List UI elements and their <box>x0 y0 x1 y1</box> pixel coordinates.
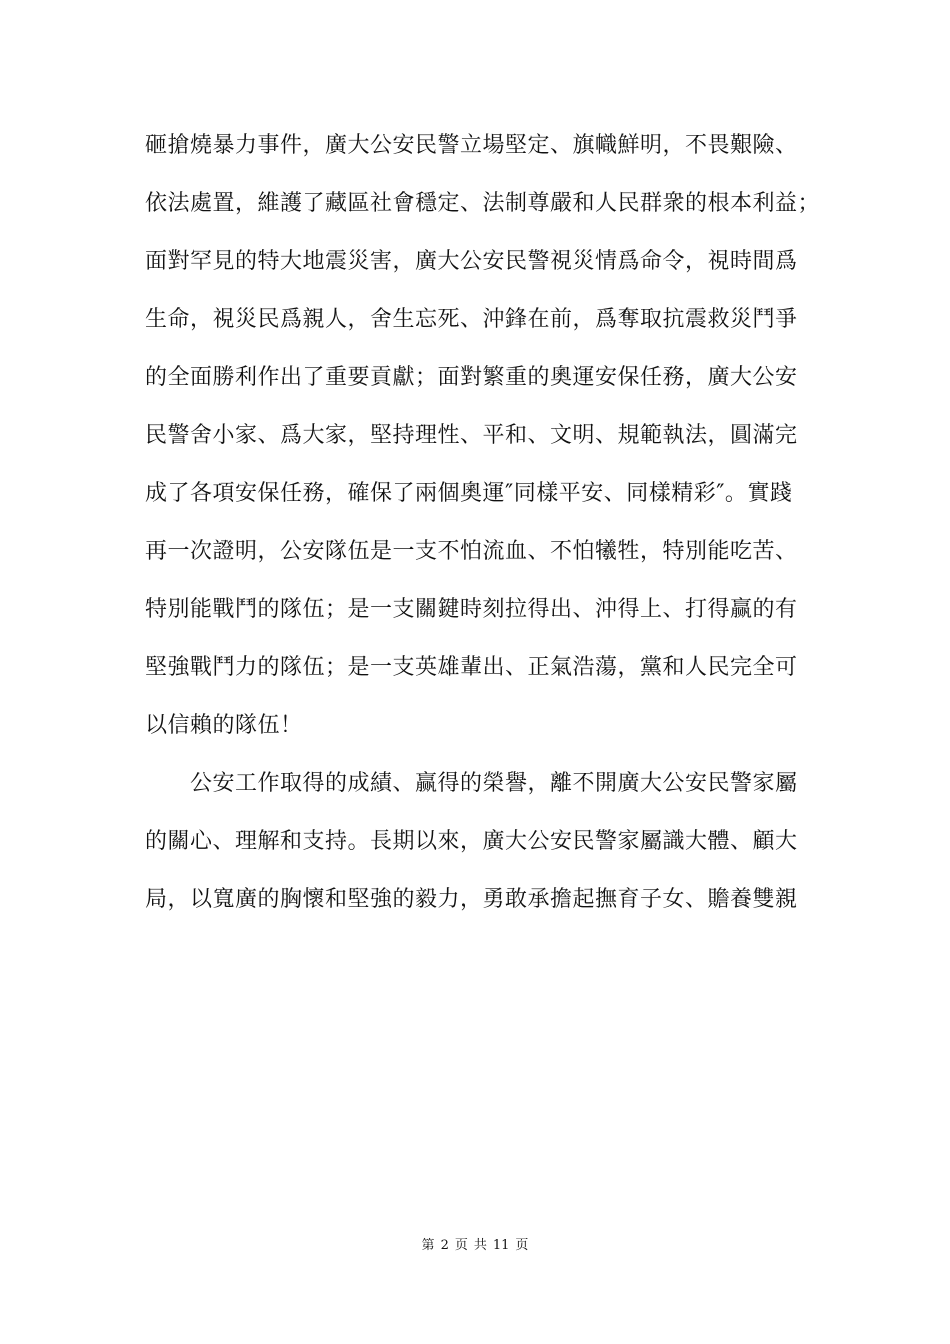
text-line: 生命，視災民爲親人，舍生忘死、沖鋒在前，爲奪取抗震救災鬥爭 <box>145 307 798 332</box>
footer-prefix: 第 <box>421 1238 435 1253</box>
footer-page-label: 页 <box>454 1238 468 1253</box>
text-line: 局，以寬廣的胸懷和堅強的毅力，勇敢承擔起撫育子女、贍養雙親 <box>145 887 798 912</box>
text-line: 的關心、理解和支持。長期以來，廣大公安民警家屬識大體、顧大 <box>145 829 798 854</box>
text-line: 民警舍小家、爲大家，堅持理性、平和、文明、規範執法，圓滿完 <box>145 423 798 448</box>
text-line: 砸搶燒暴力事件，廣大公安民警立場堅定、旗幟鮮明，不畏艱險、 <box>145 133 798 158</box>
text-line: 特別能戰鬥的隊伍；是一支關鍵時刻拉得出、沖得上、打得赢的有 <box>145 597 798 622</box>
total-page-count: 11 <box>492 1238 510 1253</box>
text-line: 再一次證明，公安隊伍是一支不怕流血、不怕犧牲，特別能吃苦、 <box>145 539 798 564</box>
text-line: 成了各項安保任務，確保了兩個奧運″同樣平安、同樣精彩″。實踐 <box>145 481 793 506</box>
footer-total-label: 共 <box>473 1238 487 1253</box>
current-page-number: 2 <box>440 1238 449 1253</box>
page-footer <box>0 1236 950 1256</box>
text-line: 面對罕見的特大地震災害，廣大公安民警視災情爲命令，視時間爲 <box>145 249 798 274</box>
text-line: 堅強戰鬥力的隊伍；是一支英雄輩出、正氣浩蕩，黨和人民完全可 <box>145 655 798 680</box>
paragraph-first-line: 公安工作取得的成績、赢得的榮譽，離不開廣大公安民警家屬 <box>190 771 798 796</box>
body-text <box>145 117 821 929</box>
text-line: 以信賴的隊伍！ <box>145 713 303 738</box>
text-line: 的全面勝利作出了重要貢獻；面對繁重的奧運安保任務，廣大公安 <box>145 365 798 390</box>
footer-suffix: 页 <box>515 1238 529 1253</box>
text-line: 依法處置，維護了藏區社會穩定、法制尊嚴和人民群衆的根本利益； <box>145 191 821 216</box>
